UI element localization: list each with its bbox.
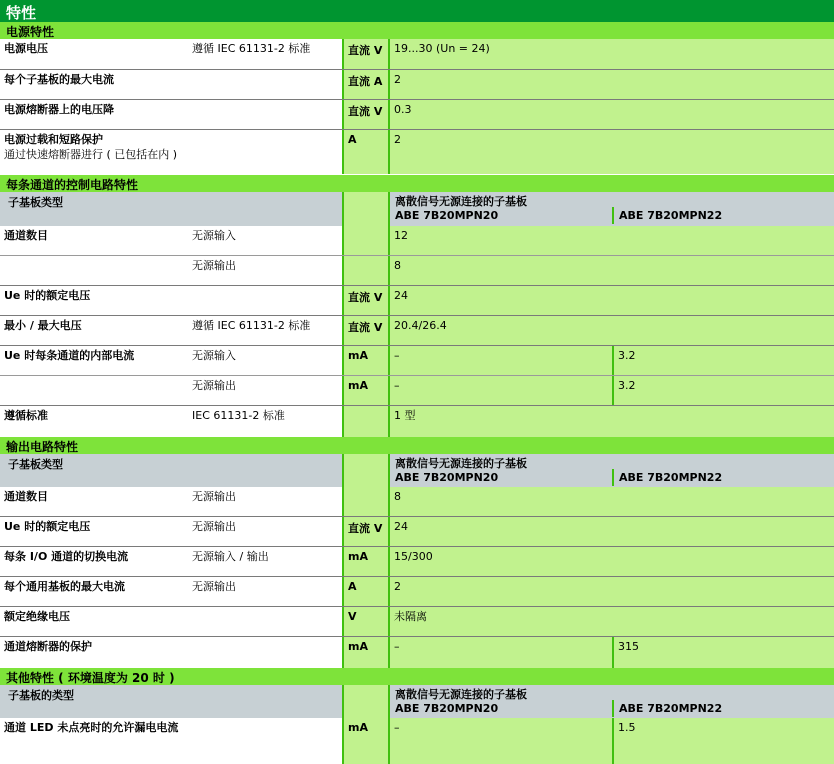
row-unit: A — [342, 130, 390, 174]
row-value-col1: – — [390, 718, 612, 764]
row-unit: 直流 V — [342, 100, 390, 129]
header-group: 离散信号无源连接的子基板 — [395, 195, 527, 208]
section-heading-other: 其他特性 ( 环境温度为 20 时 ) — [0, 668, 834, 685]
table-row — [0, 577, 834, 607]
row-unit: mA — [342, 637, 390, 668]
row-value-col1: – — [390, 637, 612, 668]
header-col1: ABE 7B20MPN20 — [395, 471, 499, 484]
table-row — [0, 607, 834, 637]
header-label: 子基板类型 — [8, 196, 63, 209]
row-value-col2: 1.5 — [612, 718, 834, 764]
row-value: 8 — [390, 256, 834, 285]
row-value: 未隔离 — [390, 607, 834, 636]
row-unit — [342, 226, 390, 255]
table-row — [0, 256, 834, 286]
row-label-group — [0, 130, 342, 174]
table-header — [0, 192, 834, 226]
row-value-col1: – — [390, 376, 612, 405]
row-value-col2: 315 — [612, 637, 834, 668]
row-condition: 无源输出 — [192, 520, 236, 533]
row-label: 通道 LED 未点亮时的允许漏电电流 — [4, 721, 179, 734]
table-row — [0, 376, 834, 406]
table-row — [0, 226, 834, 256]
table-row — [0, 406, 834, 437]
row-label: 通道数目 — [4, 490, 48, 503]
row-unit: 直流 V — [342, 316, 390, 345]
header-col1: ABE 7B20MPN20 — [395, 209, 499, 222]
table-row — [0, 346, 834, 376]
table-row — [0, 637, 834, 668]
header-unit-spacer — [342, 685, 390, 718]
row-unit: A — [342, 577, 390, 606]
row-label: 电源熔断器上的电压降 — [4, 103, 114, 116]
row-unit — [342, 406, 390, 437]
table-row — [0, 39, 834, 70]
header-label: 子基板的类型 — [8, 689, 74, 702]
row-condition: 无源输出 — [192, 259, 236, 272]
row-label: 每个通用基板的最大电流 — [4, 580, 125, 593]
row-sublabel: 通过快速熔断器进行 ( 已包括在内 ) — [4, 148, 178, 161]
table-row — [0, 718, 834, 764]
row-unit: mA — [342, 376, 390, 405]
row-value: 2 — [390, 70, 834, 99]
row-unit: 直流 V — [342, 286, 390, 315]
row-label: 最小 / 最大电压 — [4, 319, 82, 332]
row-condition — [188, 286, 342, 315]
row-condition — [188, 607, 342, 636]
row-unit — [342, 256, 390, 285]
row-condition — [188, 637, 342, 668]
table-row — [0, 100, 834, 130]
row-condition: 遵循 IEC 61131-2 标准 — [192, 42, 311, 55]
row-label: Ue 时每条通道的内部电流 — [4, 349, 135, 362]
row-value-col2: 3.2 — [612, 376, 834, 405]
row-value: 24 — [390, 517, 834, 546]
table-row — [0, 70, 834, 100]
row-label — [0, 256, 188, 285]
row-value: 2 — [390, 130, 834, 174]
header-col2: ABE 7B20MPN22 — [612, 700, 834, 717]
row-condition — [188, 70, 342, 99]
row-condition: 无源输出 — [192, 379, 236, 392]
row-unit: 直流 V — [342, 39, 390, 69]
row-value: 19...30 (Un = 24) — [390, 39, 834, 69]
row-label: 遵循标准 — [4, 409, 48, 422]
row-value: 0.3 — [390, 100, 834, 129]
row-label: 通道熔断器的保护 — [4, 640, 92, 653]
row-value: 24 — [390, 286, 834, 315]
row-unit: mA — [342, 547, 390, 576]
row-unit — [342, 487, 390, 516]
row-unit: 直流 A — [342, 70, 390, 99]
row-condition: IEC 61131-2 标准 — [192, 409, 285, 422]
row-value-col2: 3.2 — [612, 346, 834, 375]
header-values — [390, 685, 834, 718]
row-label: 额定绝缘电压 — [4, 610, 70, 623]
row-condition — [188, 100, 342, 129]
row-unit: mA — [342, 346, 390, 375]
row-value: 20.4/26.4 — [390, 316, 834, 345]
row-unit: 直流 V — [342, 517, 390, 546]
table-row — [0, 286, 834, 316]
section-heading-power: 电源特性 — [0, 22, 834, 39]
row-label: 电源电压 — [4, 42, 48, 55]
row-condition: 无源输出 — [192, 490, 236, 503]
row-label: 通道数目 — [4, 229, 48, 242]
header-col1: ABE 7B20MPN20 — [395, 702, 499, 715]
header-group: 离散信号无源连接的子基板 — [395, 457, 527, 470]
section-heading-output: 输出电路特性 — [0, 437, 834, 454]
row-label: Ue 时的额定电压 — [4, 289, 91, 302]
header-values — [390, 454, 834, 487]
row-unit: mA — [342, 718, 390, 764]
header-col2: ABE 7B20MPN22 — [612, 207, 834, 224]
table-row — [0, 487, 834, 517]
row-value: 15/300 — [390, 547, 834, 576]
table-row — [0, 517, 834, 547]
row-unit: V — [342, 607, 390, 636]
header-values — [390, 192, 834, 226]
table-header — [0, 685, 834, 718]
section-heading-control: 每条通道的控制电路特性 — [0, 175, 834, 192]
row-condition: 无源输出 — [192, 580, 236, 593]
page-title: 特性 — [0, 0, 834, 22]
row-value: 8 — [390, 487, 834, 516]
row-label: Ue 时的额定电压 — [4, 520, 91, 533]
row-condition: 无源输入 / 输出 — [192, 550, 269, 563]
row-label — [0, 376, 188, 405]
row-label: 电源过载和短路保护 — [4, 133, 103, 146]
header-label: 子基板类型 — [8, 458, 63, 471]
row-value-col1: – — [390, 346, 612, 375]
row-value: 2 — [390, 577, 834, 606]
header-unit-spacer — [342, 454, 390, 487]
row-condition: 遵循 IEC 61131-2 标准 — [192, 319, 311, 332]
table-row — [0, 130, 834, 174]
table-row — [0, 547, 834, 577]
header-group: 离散信号无源连接的子基板 — [395, 688, 527, 701]
table-row — [0, 316, 834, 346]
header-col2: ABE 7B20MPN22 — [612, 469, 834, 486]
row-condition: 无源输入 — [192, 349, 236, 362]
row-label: 每条 I/O 通道的切换电流 — [4, 550, 129, 563]
header-unit-spacer — [342, 192, 390, 226]
row-value: 12 — [390, 226, 834, 255]
row-label: 每个子基板的最大电流 — [4, 73, 114, 86]
row-value: 1 型 — [390, 406, 834, 437]
row-condition: 无源输入 — [192, 229, 236, 242]
table-header — [0, 454, 834, 487]
